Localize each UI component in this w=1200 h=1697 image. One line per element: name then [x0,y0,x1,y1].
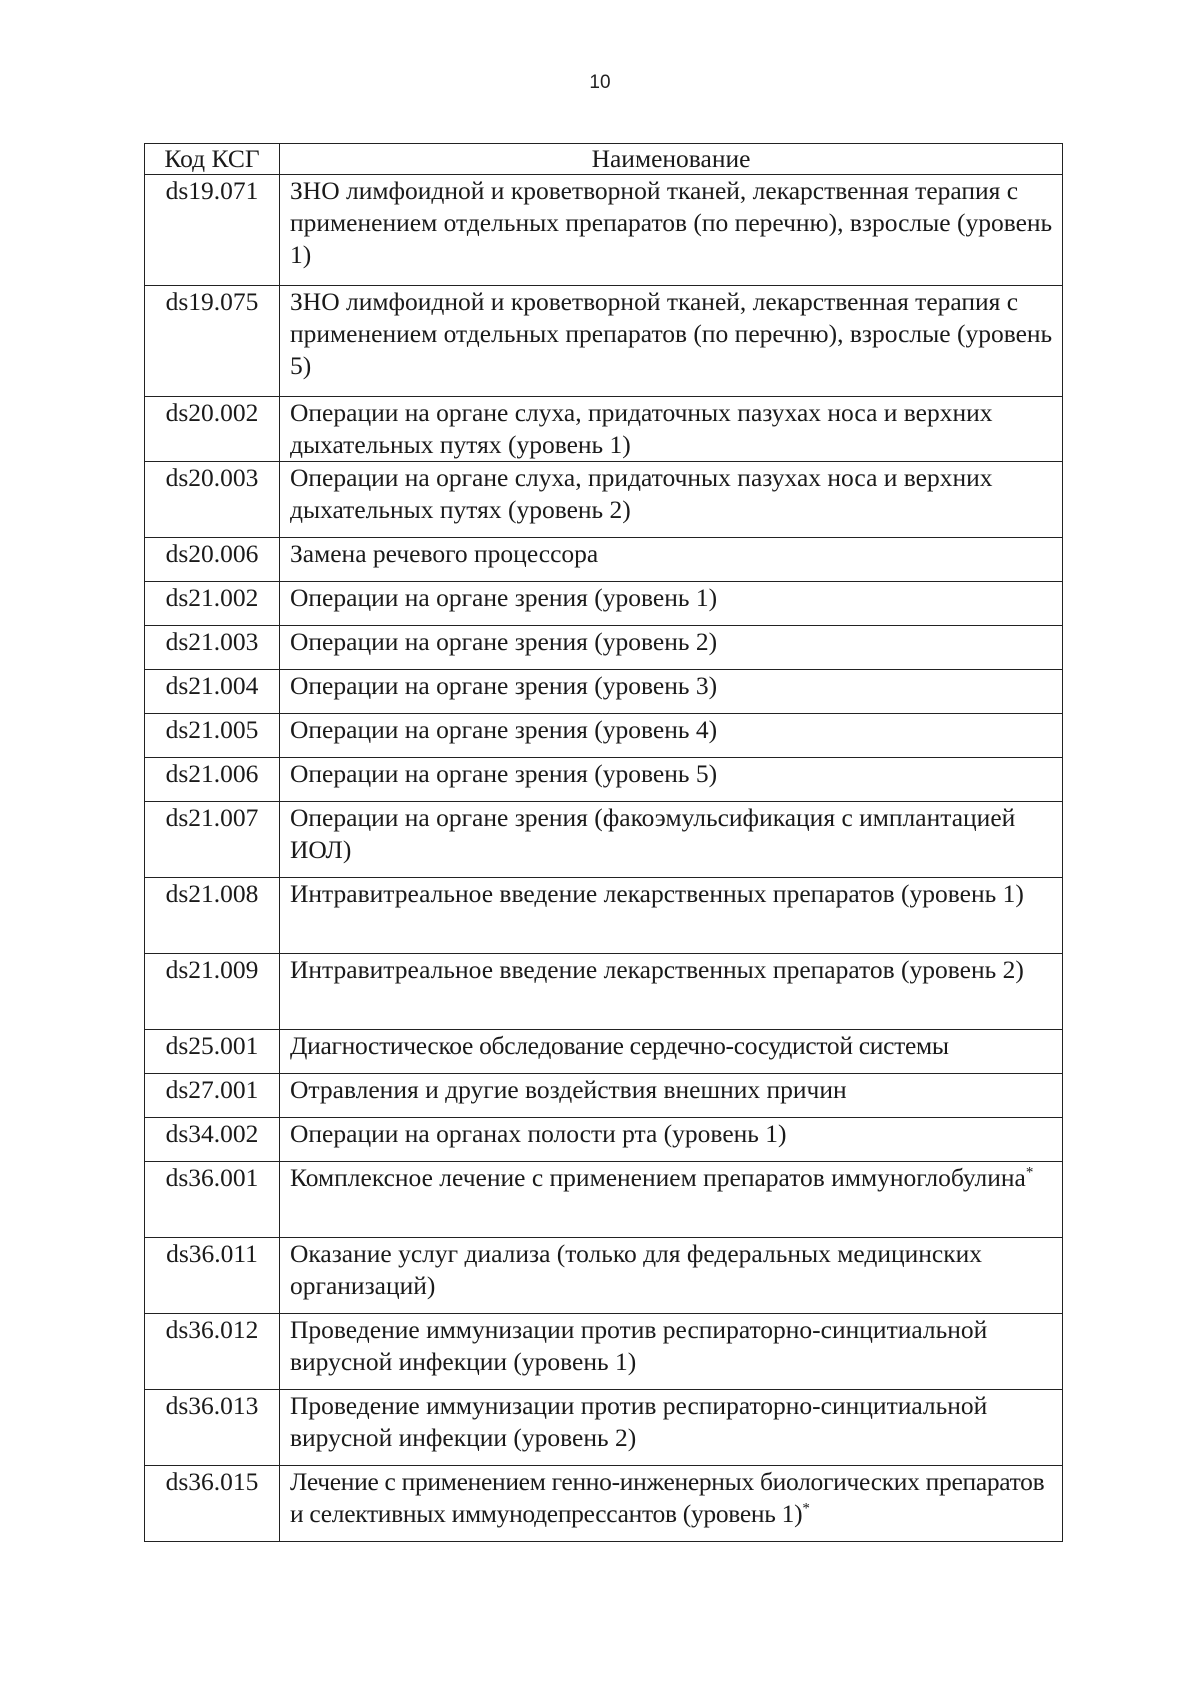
table-row [145,1030,1063,1074]
row-name [280,954,1063,1030]
table-row [145,1390,1063,1466]
row-name-text: ЗНО лимфоидной и кроветворной тканей, лекарственная терапия с применением отдельных препаратов (по перечню), взрослые (уровень 1) [290,176,1053,269]
row-name [280,1118,1063,1162]
row-name [280,538,1063,582]
row-name [280,1162,1063,1238]
row-name [280,1238,1063,1314]
table-row [145,878,1063,954]
row-name [280,1030,1063,1074]
row-name [280,286,1063,397]
row-name [280,878,1063,954]
row-name-text: Операции на органах полости рта (уровень 1) [290,1119,787,1148]
row-name-text: Операции на органе зрения (уровень 4) [290,715,718,744]
table-row [145,1162,1063,1238]
row-name-text: Операции на органе слуха, придаточных пазухах носа и верхних дыхательных путях (уровень 2) [290,463,993,524]
row-name [280,1314,1063,1390]
row-name [280,462,1063,538]
row-name-text: Операции на органе зрения (факоэмульсификация с имплантацией ИОЛ) [290,803,1016,864]
page-number: 10 [589,72,611,93]
table-row [145,1074,1063,1118]
row-code: ds36.015 [145,1466,280,1542]
table-row [145,714,1063,758]
row-name-text: ЗНО лимфоидной и кроветворной тканей, лекарственная терапия с применением отдельных препаратов (по перечню), взрослые (уровень 5) [290,287,1053,380]
table-row [145,286,1063,397]
table-row [145,1466,1063,1542]
row-code: ds25.001 [145,1030,280,1074]
table-row [145,670,1063,714]
row-name-text: Проведение иммунизации против респираторно-синцитиальной вирусной инфекции (уровень 1) [290,1315,988,1376]
table-row [145,1238,1063,1314]
row-code: ds21.002 [145,582,280,626]
row-code: ds34.002 [145,1118,280,1162]
row-name [280,802,1063,878]
row-name-text: Проведение иммунизации против респираторно-синцитиальной вирусной инфекции (уровень 2) [290,1391,988,1452]
row-code: ds21.006 [145,758,280,802]
row-code: ds27.001 [145,1074,280,1118]
table-row [145,462,1063,538]
row-code: ds21.008 [145,878,280,954]
row-name [280,1390,1063,1466]
row-code: ds20.002 [145,397,280,462]
table-row [145,1314,1063,1390]
row-name-text: Комплексное лечение с применением препаратов иммуноглобулина [290,1163,1026,1192]
row-name [280,670,1063,714]
table-row [145,175,1063,286]
row-name [280,1466,1063,1542]
row-code: ds36.013 [145,1390,280,1466]
row-code: ds21.005 [145,714,280,758]
column-header-name: Наименование [280,144,1063,175]
row-name-text: Диагностическое обследование сердечно-сосудистой системы [290,1031,949,1060]
table-row [145,802,1063,878]
row-name-text: Замена речевого процессора [290,539,599,568]
column-header-code: Код КСГ [145,144,280,175]
row-name-text: Операции на органе зрения (уровень 2) [290,627,718,656]
row-code: ds36.012 [145,1314,280,1390]
row-name-text: Интравитреальное введение лекарственных препаратов (уровень 1) [290,879,1024,908]
table-row [145,626,1063,670]
row-name-text: Отравления и другие воздействия внешних причин [290,1075,847,1104]
footnote-mark: * [1025,1164,1034,1181]
table-row [145,582,1063,626]
table-row [145,758,1063,802]
row-name-text: Оказание услуг диализа (только для федеральных медицинских организаций) [290,1239,983,1300]
row-name [280,714,1063,758]
row-code: ds21.003 [145,626,280,670]
row-name-text: Интравитреальное введение лекарственных препаратов (уровень 2) [290,955,1024,984]
row-name-text: Лечение с применением генно-инженерных биологических препаратов и селективных иммунодепрессантов (уровень 1) [290,1467,1045,1528]
row-code: ds21.007 [145,802,280,878]
row-name-text: Операции на органе зрения (уровень 1) [290,583,718,612]
row-name [280,582,1063,626]
row-name-text: Операции на органе зрения (уровень 3) [290,671,718,700]
row-code: ds20.003 [145,462,280,538]
table-row [145,954,1063,1030]
row-name-text: Операции на органе зрения (уровень 5) [290,759,718,788]
row-name [280,626,1063,670]
row-name [280,1074,1063,1118]
row-code: ds20.006 [145,538,280,582]
table-header-row [145,144,1063,175]
row-name-text: Операции на органе слуха, придаточных пазухах носа и верхних дыхательных путях (уровень 1) [290,398,993,459]
row-code: ds36.001 [145,1162,280,1238]
table-row [145,1118,1063,1162]
row-name [280,175,1063,286]
row-code: ds19.071 [145,175,280,286]
table-row [145,397,1063,462]
row-code: ds21.004 [145,670,280,714]
table-row [145,538,1063,582]
row-code: ds21.009 [145,954,280,1030]
row-code: ds19.075 [145,286,280,397]
ksg-table [144,143,1063,1542]
row-name [280,758,1063,802]
row-code: ds36.011 [145,1238,280,1314]
row-name [280,397,1063,462]
footnote-mark: * [802,1500,810,1517]
